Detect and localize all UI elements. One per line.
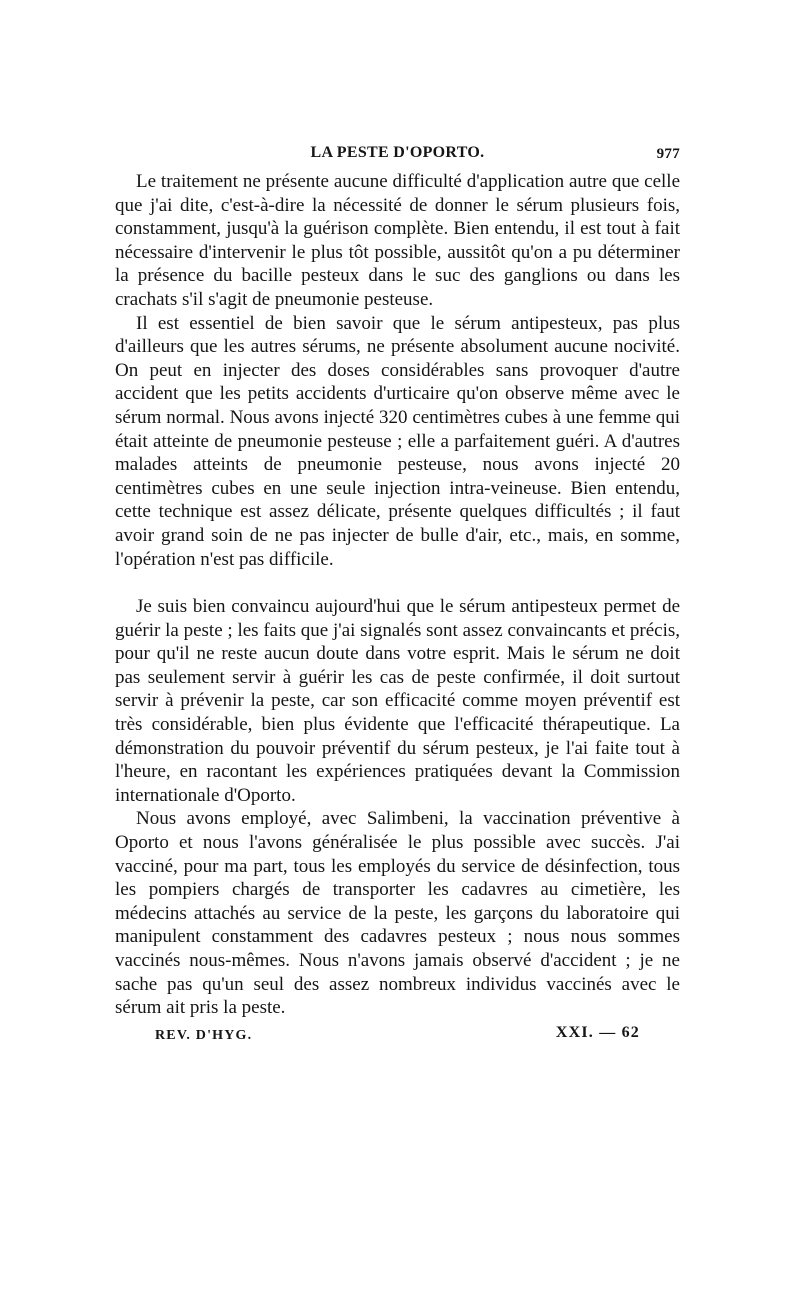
- page-number: 977: [656, 146, 680, 162]
- running-head: [115, 142, 680, 170]
- section-gap: [115, 571, 680, 595]
- document-page: [115, 142, 680, 1048]
- sheet-signature: XXI. — 62: [555, 1023, 640, 1041]
- journal-signature: REV. D'HYG.: [155, 1027, 253, 1043]
- running-title: LA PESTE D'OPORTO.: [310, 144, 485, 161]
- paragraph-vaccination: Nous avons employé, avec Salimbeni, la vaccination préventive à Oporto et nous l'avons généralisée le plus possible avec succès. J'ai vacciné, pour ma part, tous les employés du service de désinfection, tous les pompiers chargés de transporter les cadavres au cimetière, les médecins attachés au service de la peste, les garçons du laboratoire qui manipulent constamment des cadavres pesteux ; nous nous sommes vaccinés nous-mêmes. Nous n'avons jamais observé d'accident ; je ne sache pas qu'un seul des assez nombreux individus vaccinés avec le sérum ait pris la peste.: [115, 808, 680, 1019]
- paragraph-conviction: Je suis bien convaincu aujourd'hui que le sérum antipesteux permet de guérir la peste ; les faits que j'ai signalés sont assez convaincants et précis, pour qu'il ne reste aucun doute dans votre esprit. Mais le sérum ne doit pas seulement servir à guérir les cas de peste confirmée, il doit surtout servir à prévenir la peste, car son efficacité comme moyen préventif est très considérable, bien plus évidente que l'efficacité thérapeutique. La démonstration du pouvoir préventif du sérum pesteux, je l'ai faite tout à l'heure, en racontant les expériences pratiquées devant la Commission internationale d'Oporto.: [115, 596, 680, 806]
- paragraph-treatment: Le traitement ne présente aucune difficulté d'application autre que celle que j'ai dite, c'est-à-dire la nécessité de donner le sérum plusieurs fois, constamment, jusqu'à la guérison complète. Bien entendu, il est tout à fait nécessaire d'intervenir le plus tôt possible, aussitôt qu'on a pu déterminer la présence du bacille pesteux dans le suc des ganglions ou dans les crachats s'il s'agit de pneumonie pesteuse.: [115, 171, 680, 310]
- printer-signature: [115, 1022, 680, 1048]
- paragraph-safety: Il est essentiel de bien savoir que le sérum antipesteux, pas plus d'ailleurs que les autres sérums, ne présente absolument aucune nocivité. On peut en injecter des doses considérables sans provoquer d'autre accident que les petits accidents d'urticaire qu'on observe même avec le sérum normal. Nous avons injecté 320 centimètres cubes à une femme qui était atteinte de pneumonie pesteuse ; elle a parfaitement guéri. A d'autres malades atteints de pneumonie pesteuse, nous avons injecté 20 centimètres cubes en une seule injection intra-veineuse. Bien entendu, cette technique est assez délicate, présente quelques difficultés ; il faut avoir grand soin de ne pas injecter de bulle d'air, etc., mais, en somme, l'opération n'est pas difficile.: [115, 312, 680, 570]
